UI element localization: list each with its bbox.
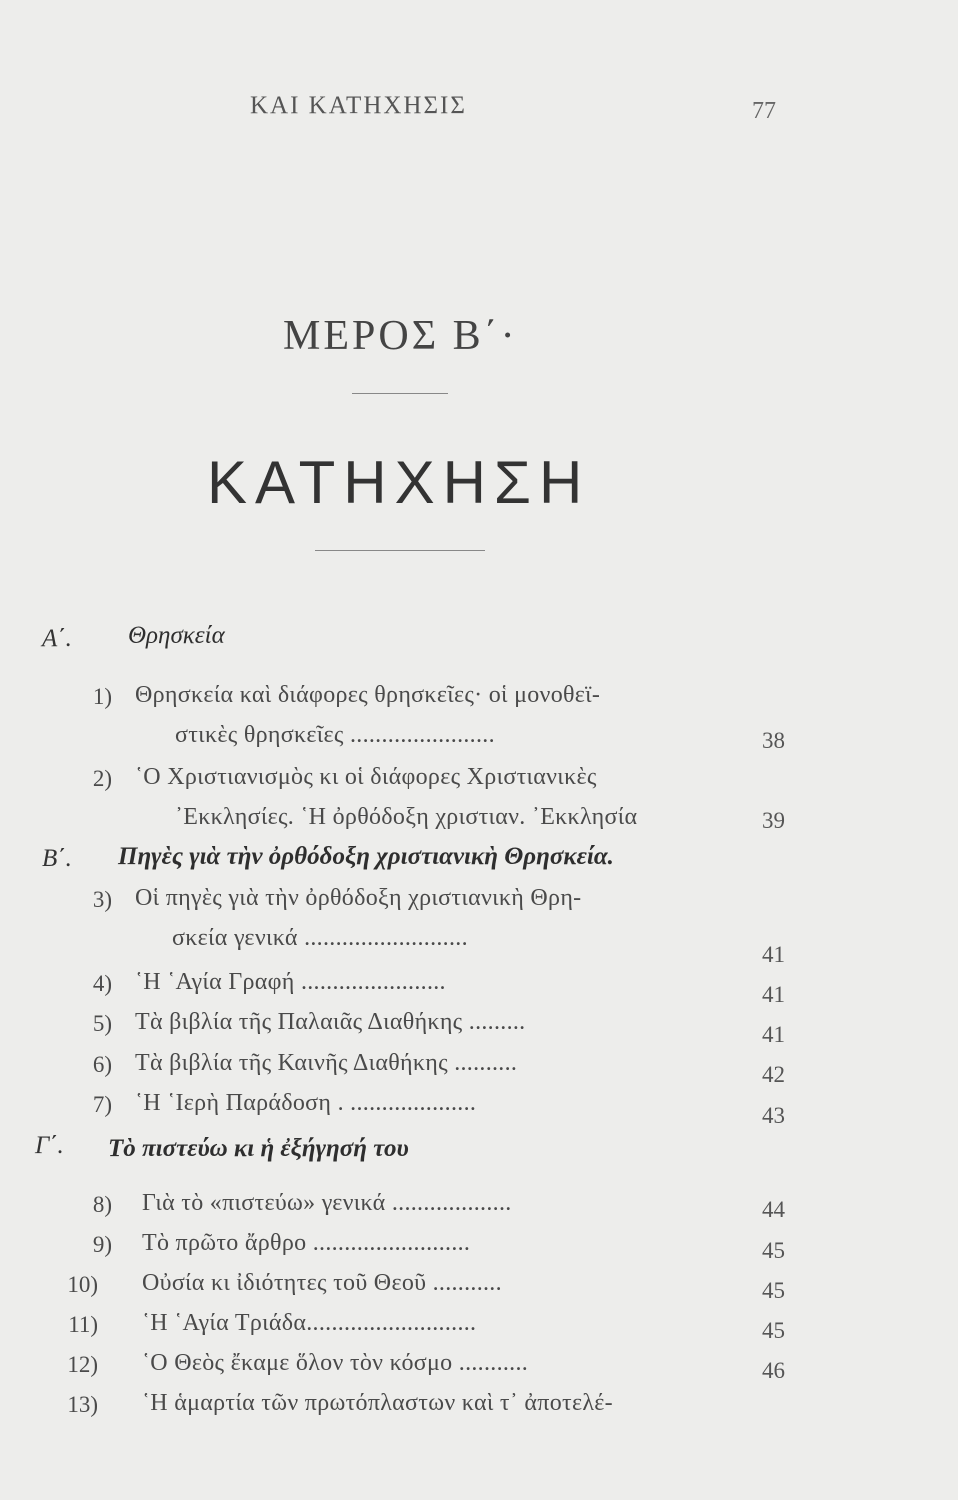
- entry-text: ῾Η ἁμαρτία τῶν πρωτόπλαστων καὶ τ᾿ ἀποτελέ-: [142, 1390, 613, 1416]
- entry-page: 41: [762, 982, 785, 1007]
- entry-text: Οἱ πηγὲς γιὰ τὴν ὀρθόδοξη χριστιανικὴ Θρη-: [135, 885, 582, 911]
- entry-text: ῾Η ῾Ιερὴ Παράδοση . ....................: [135, 1090, 477, 1116]
- entry-number: 3): [92, 887, 112, 912]
- entry-page: 45: [762, 1318, 785, 1343]
- section-letter: Α΄.: [42, 625, 72, 652]
- entry-text: Θρησκεία καὶ διάφορες θρησκεῖες· οἱ μονοθεϊ-: [135, 682, 601, 708]
- section-letter: Β΄.: [42, 845, 72, 872]
- entry-number: 9): [92, 1232, 112, 1257]
- entry-number: 11): [68, 1312, 98, 1337]
- entry-number: 6): [92, 1052, 112, 1077]
- entry-text: ῾Η ῾Αγία Γραφή .......................: [135, 969, 446, 995]
- entry-page: 42: [762, 1062, 785, 1087]
- part-title: ΜΕΡΟΣ Β΄·: [283, 313, 518, 359]
- entry-text: σκεία γενικά ..........................: [172, 925, 468, 951]
- entry-number: 5): [92, 1011, 112, 1036]
- entry-number: 12): [67, 1352, 98, 1377]
- page-number: 77: [752, 98, 776, 124]
- entry-text: ᾿Εκκλησίες. ῾Η ὀρθόδοξη χριστιαν. ᾿Εκκλησία: [175, 804, 638, 830]
- divider: [315, 550, 485, 551]
- entry-text: Τὸ πρῶτο ἄρθρο .........................: [142, 1230, 471, 1256]
- entry-page: 45: [762, 1278, 785, 1303]
- entry-number: 7): [92, 1092, 112, 1117]
- divider: [352, 393, 448, 394]
- entry-number: 1): [92, 684, 112, 709]
- entry-page: 39: [762, 808, 785, 833]
- section-title: Τὸ πιστεύω κι ἡ ἐξήγησή του: [108, 1135, 409, 1162]
- entry-page: 38: [762, 728, 785, 753]
- entry-page: 41: [762, 942, 785, 967]
- entry-text: Οὐσία κι ἰδιότητες τοῦ Θεοῦ ...........: [142, 1270, 502, 1296]
- section-letter: Γ΄.: [35, 1132, 64, 1159]
- entry-number: 13): [67, 1392, 98, 1417]
- entry-text: ῾Ο Θεὸς ἔκαμε ὅλον τὸν κόσμο ...........: [142, 1350, 529, 1376]
- entry-page: 41: [762, 1022, 785, 1047]
- entry-text: στικὲς θρησκεῖες .......................: [175, 722, 495, 748]
- entry-number: 2): [92, 766, 112, 791]
- main-title: ΚΑΤΗΧΗΣΗ: [207, 449, 591, 516]
- section-title: Θρησκεία: [128, 622, 225, 649]
- running-head: ΚΑΙ ΚΑΤΗΧΗΣΙΣ: [250, 92, 467, 119]
- entry-text: Γιὰ τὸ «πιστεύω» γενικά ...................: [142, 1190, 512, 1216]
- entry-number: 8): [92, 1192, 112, 1217]
- entry-text: ῾Ο Χριστιανισμὸς κι οἱ διάφορες Χριστιανικὲς: [135, 764, 597, 790]
- entry-number: 4): [92, 971, 112, 996]
- entry-page: 44: [762, 1197, 785, 1222]
- section-title: Πηγὲς γιὰ τὴν ὀρθόδοξη χριστιανικὴ Θρησκεία.: [118, 843, 614, 870]
- entry-text: Τὰ βιβλία τῆς Παλαιᾶς Διαθήκης .........: [135, 1009, 526, 1035]
- entry-text: Τὰ βιβλία τῆς Καινῆς Διαθήκης ..........: [135, 1050, 518, 1076]
- entry-page: 43: [762, 1103, 785, 1128]
- entry-page: 46: [762, 1358, 785, 1383]
- entry-page: 45: [762, 1238, 785, 1263]
- entry-number: 10): [67, 1272, 98, 1297]
- entry-text: ῾Η ῾Αγία Τριάδα...........................: [142, 1310, 477, 1336]
